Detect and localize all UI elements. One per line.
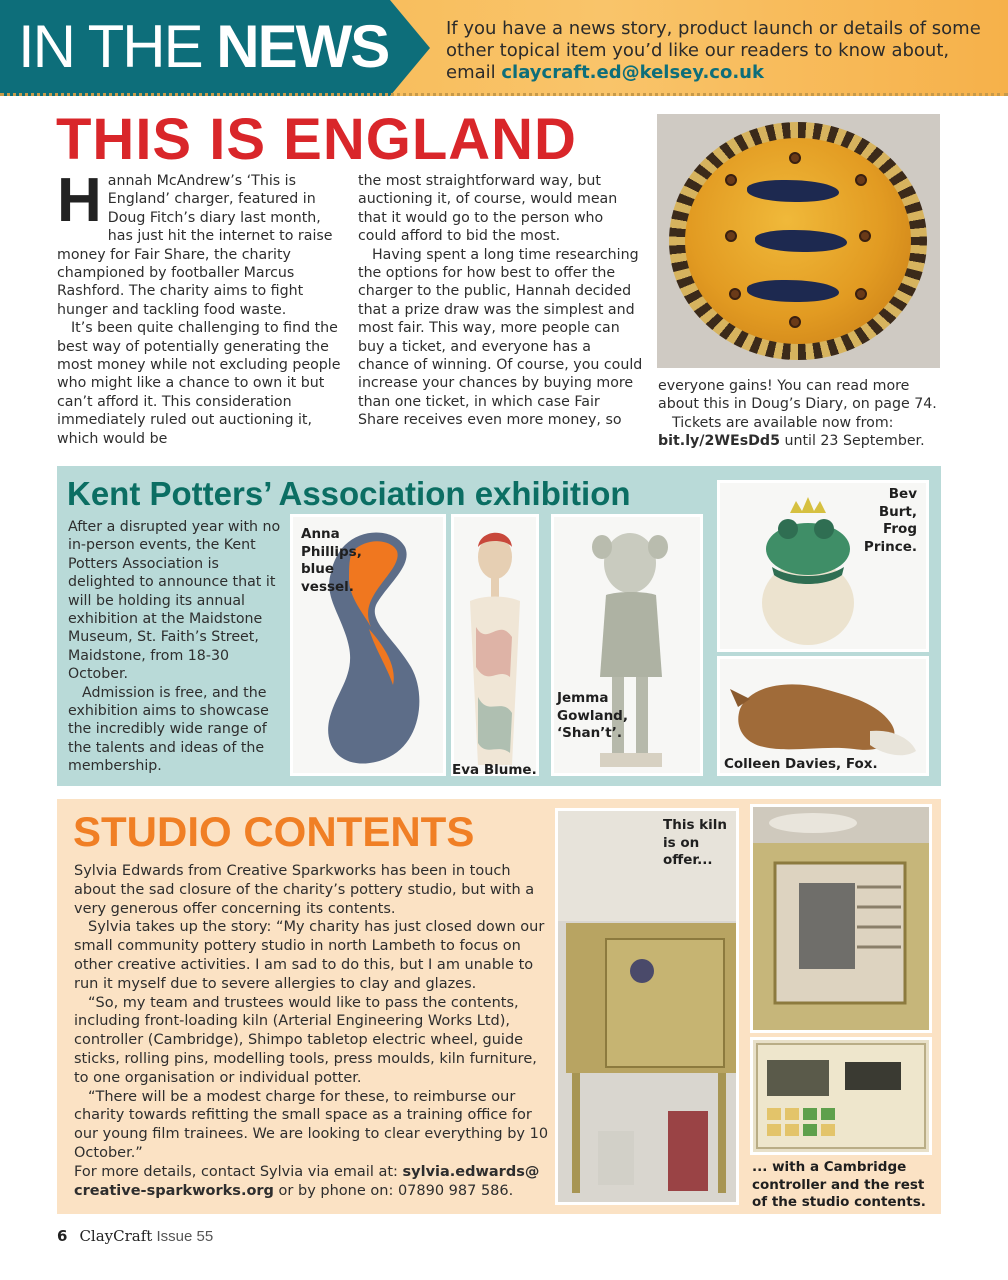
page-footer <box>57 1226 213 1247</box>
photo-cambridge-controller <box>750 1037 932 1155</box>
photo-eva-blume <box>451 514 539 776</box>
rose-motif <box>855 288 867 300</box>
article1-column-1: Hannah McAndrew’s ‘This is England’ charger, featured in Doug Fitch’s diary last month, has just hit the internet to raise money for Fair Share, the charity championed by footballer Marcus Rashford. The charity aims to fight hunger and tackling food waste. It’s been quite challenging to find the best way of potentially generating the most money while not excluding people who might like a chance to own it but can’t afford it. This consideration immediately ruled out auctioning it, which would be <box>57 166 341 447</box>
article-title-this-is-england: THIS IS ENGLAND <box>56 107 577 172</box>
caption-colleen-davies: Colleen Davies, Fox. <box>724 756 878 772</box>
rose-motif <box>855 174 867 186</box>
article1-column-2: the most straightforward way, but auctioning it, of course, would mean that it would go to the person who could afford to bid the most. Having spent a long time researching the options for how best to offer the charger to the public, Hannah decided that a prize draw was the simplest and most fair. This way, more people can buy a ticket, and everyone has a chance of winning. Of course, you could increase your chances by buying more than one ticket, in which case Fair Share receives even more money, so <box>358 173 643 429</box>
studio-contents-panel <box>57 799 941 1214</box>
caption-anna-phillips: Anna Phillips, blue vessel. <box>301 526 362 595</box>
article1-column-3: everyone gains! You can read more about this in Doug’s Diary, on page 74. Tickets are available now from: bit.ly/2WEsDd5 until 23 September. <box>658 378 937 450</box>
rose-motif <box>789 152 801 164</box>
caption-jemma-gowland: Jemma Gowland, ‘Shan’t’. <box>557 690 628 741</box>
section-title: IN THE NEWS <box>18 13 389 80</box>
caption-kiln-offer: This kiln is on offer... <box>663 817 728 868</box>
lion-motif <box>755 230 847 252</box>
submission-note: If you have a news story, product launch or details of some other topical item you’d like our readers to know about, email claycraft.ed@kelsey.co.uk <box>446 18 981 83</box>
caption-cambridge-controller: ... with a Cambridge controller and the rest of the studio contents. <box>752 1159 926 1210</box>
kent-potters-body: After a disrupted year with no in-person events, the Kent Potters Association is delighted to announce that it will be holding its annual exhibition at the Maidstone Museum, St. Faith’s Street, Maidstone, from 18-30 October. Admission is free, and the exhibition aims to showcase the incredibly wide range of the talents and ideas of the membership. <box>68 519 281 775</box>
banner-arrow-shape <box>390 0 430 96</box>
rose-motif <box>859 230 871 242</box>
issue-number: Issue 55 <box>152 1228 214 1245</box>
studio-contents-title: STUDIO CONTENTS <box>73 808 475 855</box>
banner-divider <box>0 92 1008 96</box>
charger-photo <box>657 114 940 368</box>
drop-cap: H <box>57 166 102 235</box>
rose-motif <box>729 288 741 300</box>
editor-email-link[interactable]: claycraft.ed@kelsey.co.uk <box>501 62 764 83</box>
rose-motif <box>725 230 737 242</box>
caption-eva-blume: Eva Blume. <box>452 762 537 778</box>
caption-bev-burt: Bev Burt, Frog Prince. <box>863 486 917 555</box>
studio-contents-body: Sylvia Edwards from Creative Sparkworks has been in touch about the sad closure of the charity’s pottery studio, but with a very generous offer concerning its contents. Sylvia takes up the story: “My charity has just closed down our small community pottery studio in north Lambeth to focus on other creative activities. I am sad to do this, but I am unable to run it myself due to severe allergies to clay and glazes. “So, my team and trustees would like to pass the contents, including front-loading kiln (Arterial Engineering Works Ltd), controller (Cambridge), Shimpo tabletop electric wheel, guide sticks, rolling pins, modelling tools, press moulds, kiln furniture, to one organisation or individual potter. “There will be a modest charge for these, to reimburse our charity towards refitting the small space as a training office for our young film trainees. We are looking to clear everything by 10 October.” For more details, contact Sylvia via email at: sylvia.edwards@ creative-sparkworks.org or by phone on: 07890 987 586. <box>74 863 549 1199</box>
photo-kiln-open <box>750 804 932 1033</box>
magazine-name: ClayCraft <box>79 1227 153 1245</box>
sylvia-email-link[interactable]: sylvia.edwards@ creative-sparkworks.org <box>74 1163 540 1199</box>
kent-potters-panel <box>57 466 941 786</box>
page-number: 6 <box>57 1227 68 1245</box>
lion-motif <box>747 280 839 302</box>
lion-motif <box>747 180 839 202</box>
kent-potters-title: Kent Potters’ Association exhibition <box>67 475 631 512</box>
header-banner <box>0 0 1008 96</box>
ticket-link[interactable]: bit.ly/2WEsDd5 <box>658 433 780 450</box>
plate-centre <box>685 138 911 344</box>
rose-motif <box>725 174 737 186</box>
rose-motif <box>789 316 801 328</box>
